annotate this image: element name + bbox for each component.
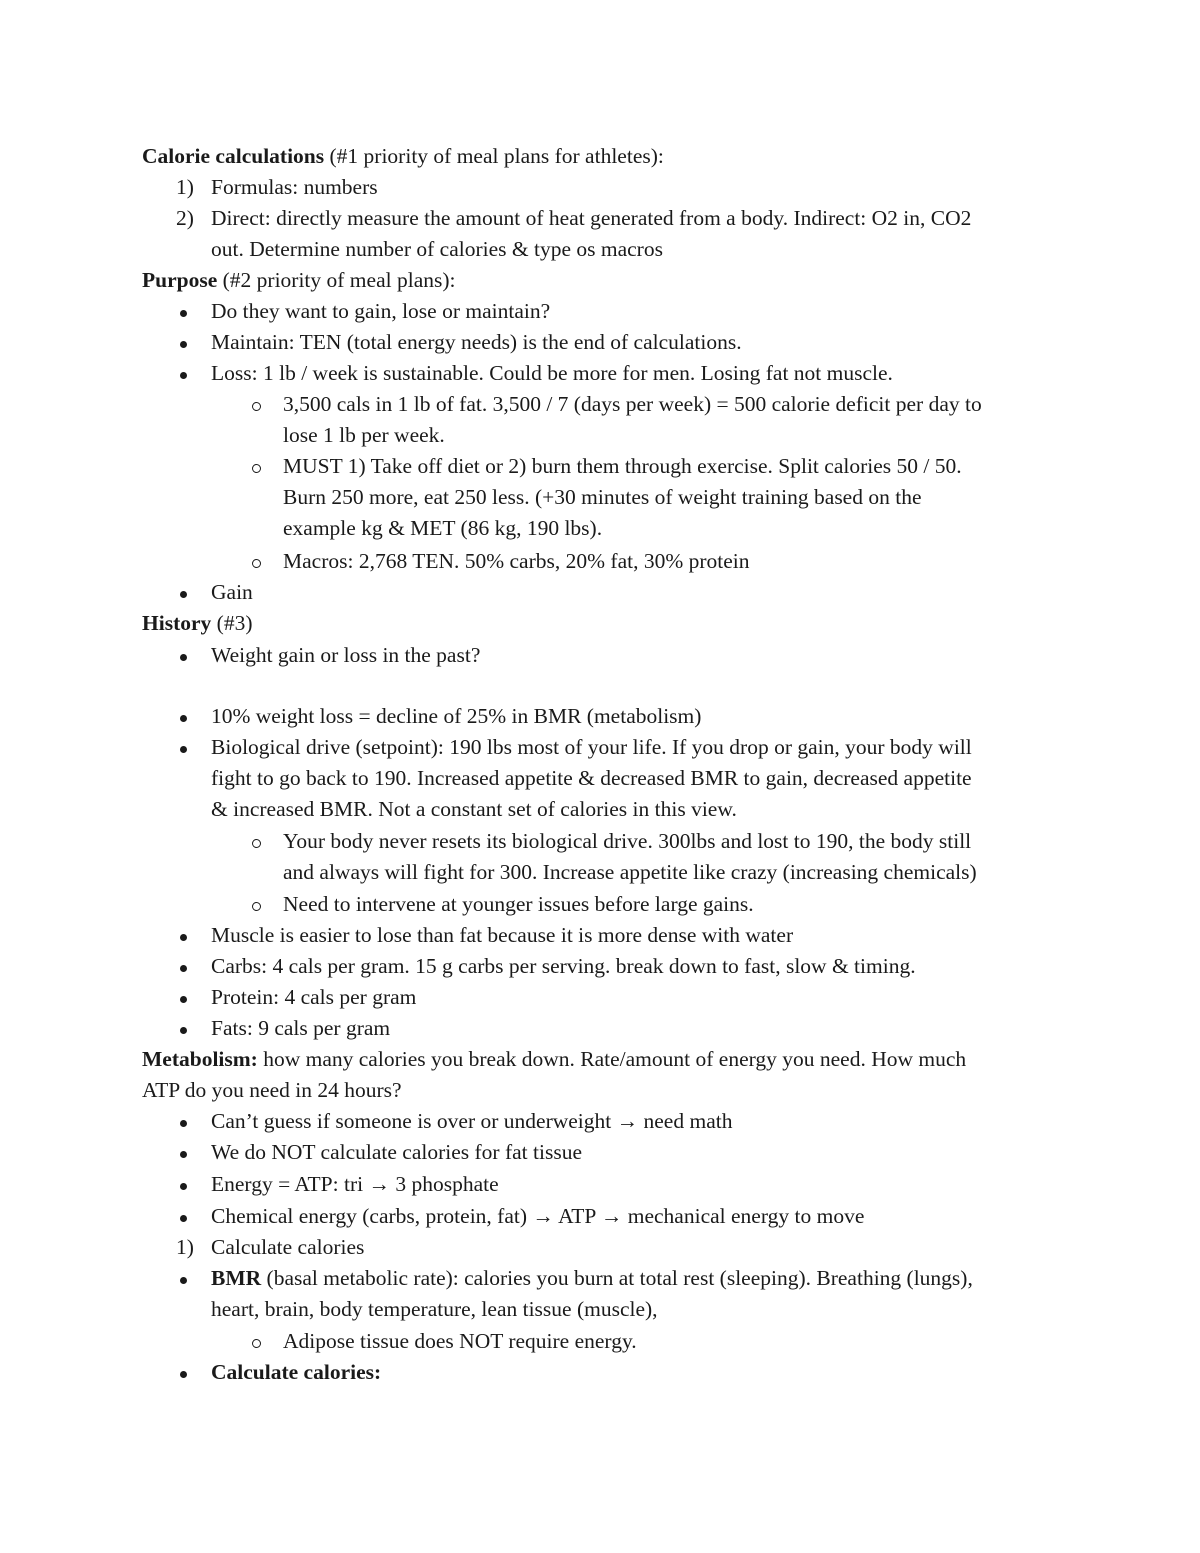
- list-item-text: Do they want to gain, lose or maintain?: [211, 299, 551, 323]
- list-item: [0, 1106, 1200, 1137]
- history-heading: History: [142, 611, 212, 635]
- circle-bullet-icon: [252, 839, 261, 848]
- list-item-continuation: [0, 763, 1200, 794]
- list-item-text: Need to intervene at younger issues before large gains.: [283, 892, 754, 916]
- list-item: [0, 577, 1200, 608]
- bullet-icon: [180, 1371, 187, 1378]
- list-item: [0, 358, 1200, 389]
- paragraph-text: ATP do you need in 24 hours?: [142, 1078, 402, 1102]
- sub-list-item: [0, 451, 1200, 482]
- list-item-text: & increased BMR. Not a constant set of calories in this view.: [211, 797, 737, 821]
- bullet-icon: [180, 310, 187, 317]
- sub-list-item-continuation: [0, 420, 1200, 451]
- list-item: [0, 1232, 1200, 1263]
- list-number: 1): [176, 175, 194, 199]
- list-item: [0, 1263, 1200, 1294]
- bullet-icon: [180, 1027, 187, 1034]
- list-item-text: Biological drive (setpoint): 190 lbs most of your life. If you drop or gain, your body will: [211, 735, 972, 759]
- sub-list-item: [0, 889, 1200, 920]
- list-item-text: lose 1 lb per week.: [283, 423, 445, 447]
- purpose-heading-rest: (#2 priority of meal plans):: [217, 268, 456, 292]
- list-item-text: Maintain: TEN (total energy needs) is the end of calculations.: [211, 330, 742, 354]
- list-item: [0, 1201, 1200, 1232]
- bullet-icon: [180, 654, 187, 661]
- bullet-icon: [180, 1120, 187, 1127]
- list-item: [0, 732, 1200, 763]
- list-item: [0, 701, 1200, 732]
- circle-bullet-icon: [252, 402, 261, 411]
- bullet-icon: [180, 934, 187, 941]
- paragraph-line: [0, 1075, 1200, 1106]
- list-item: [0, 296, 1200, 327]
- list-item-continuation: [0, 794, 1200, 825]
- list-item: [0, 920, 1200, 951]
- list-item: [0, 1137, 1200, 1168]
- list-item-text: Carbs: 4 cals per gram. 15 g carbs per serving. break down to fast, slow & timing.: [211, 954, 916, 978]
- list-item-text: We do NOT calculate calories for fat tissue: [211, 1140, 582, 1164]
- list-item-text: Energy = ATP: tri → 3 phosphate: [211, 1172, 499, 1196]
- list-item-text: Calculate calories:: [211, 1360, 382, 1384]
- calorie-heading-line: [0, 141, 1200, 172]
- list-item-text: 10% weight loss = decline of 25% in BMR (metabolism): [211, 704, 702, 728]
- history-heading-line: [0, 608, 1200, 639]
- bullet-icon: [180, 996, 187, 1003]
- purpose-heading: Purpose: [142, 268, 218, 292]
- list-item-text: Adipose tissue does NOT require energy.: [283, 1329, 637, 1353]
- sub-list-item-continuation: [0, 482, 1200, 513]
- sub-list-item: [0, 826, 1200, 857]
- list-item-text: Muscle is easier to lose than fat because it is more dense with water: [211, 923, 794, 947]
- bullet-icon: [180, 965, 187, 972]
- bmr-term: BMR: [211, 1266, 262, 1290]
- sub-list-item: [0, 1326, 1200, 1357]
- bullet-icon: [180, 1277, 187, 1284]
- list-item-continuation: [0, 1294, 1200, 1325]
- bullet-icon: [180, 1151, 187, 1158]
- list-item-text: fight to go back to 190. Increased appetite & decreased BMR to gain, decreased appetite: [211, 766, 972, 790]
- list-item-text: out. Determine number of calories & type os macros: [211, 237, 663, 261]
- bullet-icon: [180, 591, 187, 598]
- list-number: 1): [176, 1235, 194, 1259]
- sub-list-item-continuation: [0, 857, 1200, 888]
- list-item: [0, 1013, 1200, 1044]
- list-item-text: Direct: directly measure the amount of heat generated from a body. Indirect: O2 in, CO2: [211, 206, 972, 230]
- list-item-text: MUST 1) Take off diet or 2) burn them through exercise. Split calories 50 / 50.: [283, 454, 962, 478]
- list-item: [0, 1357, 1200, 1388]
- sub-list-item-continuation: [0, 513, 1200, 544]
- list-item: [0, 951, 1200, 982]
- circle-bullet-icon: [252, 464, 261, 473]
- metabolism-heading: Metabolism:: [142, 1047, 258, 1071]
- list-item: [0, 1169, 1200, 1200]
- list-item-text: heart, brain, body temperature, lean tissue (muscle),: [211, 1297, 658, 1321]
- list-item-text: Your body never resets its biological drive. 300lbs and lost to 190, the body still: [283, 829, 972, 853]
- list-item: [0, 172, 1200, 203]
- list-item-text: Macros: 2,768 TEN. 50% carbs, 20% fat, 30% protein: [283, 549, 750, 573]
- list-item-text: (basal metabolic rate): calories you burn at total rest (sleeping). Breathing (lungs),: [261, 1266, 973, 1290]
- list-item: [0, 327, 1200, 358]
- list-item-text: Chemical energy (carbs, protein, fat) → ATP → mechanical energy to move: [211, 1204, 865, 1228]
- list-item-continuation: [0, 234, 1200, 265]
- list-item: [0, 203, 1200, 234]
- list-item-text: example kg & MET (86 kg, 190 lbs).: [283, 516, 603, 540]
- list-item-text: and always will fight for 300. Increase appetite like crazy (increasing chemicals): [283, 860, 977, 884]
- sub-list-item: [0, 389, 1200, 420]
- list-item-text: Gain: [211, 580, 253, 604]
- list-item: [0, 640, 1200, 671]
- metabolism-heading-rest: how many calories you break down. Rate/amount of energy you need. How much: [257, 1047, 967, 1071]
- purpose-heading-line: [0, 265, 1200, 296]
- list-item-text: Fats: 9 cals per gram: [211, 1016, 391, 1040]
- sub-list-item: [0, 546, 1200, 577]
- list-item: [0, 982, 1200, 1013]
- calorie-heading-rest: (#1 priority of meal plans for athletes):: [324, 144, 664, 168]
- calorie-heading: Calorie calculations: [142, 144, 325, 168]
- list-item-text: Burn 250 more, eat 250 less. (+30 minutes of weight training based on the: [283, 485, 922, 509]
- list-item-text: Protein: 4 cals per gram: [211, 985, 417, 1009]
- metabolism-heading-line: [0, 1044, 1200, 1075]
- circle-bullet-icon: [252, 902, 261, 911]
- history-heading-rest: (#3): [211, 611, 253, 635]
- bullet-icon: [180, 372, 187, 379]
- bullet-icon: [180, 1183, 187, 1190]
- list-item-text: Loss: 1 lb / week is sustainable. Could be more for men. Losing fat not muscle.: [211, 361, 893, 385]
- bullet-icon: [180, 1215, 187, 1222]
- circle-bullet-icon: [252, 559, 261, 568]
- list-item-text: Weight gain or loss in the past?: [211, 643, 481, 667]
- bullet-icon: [180, 746, 187, 753]
- list-item-text: Calculate calories: [211, 1235, 365, 1259]
- list-number: 2): [176, 206, 194, 230]
- bullet-icon: [180, 715, 187, 722]
- list-item-text: Can’t guess if someone is over or underweight → need math: [211, 1109, 733, 1133]
- bullet-icon: [180, 341, 187, 348]
- list-item-text: 3,500 cals in 1 lb of fat. 3,500 / 7 (days per week) = 500 calorie deficit per day to: [283, 392, 982, 416]
- list-item-text: Formulas: numbers: [211, 175, 378, 199]
- circle-bullet-icon: [252, 1339, 261, 1348]
